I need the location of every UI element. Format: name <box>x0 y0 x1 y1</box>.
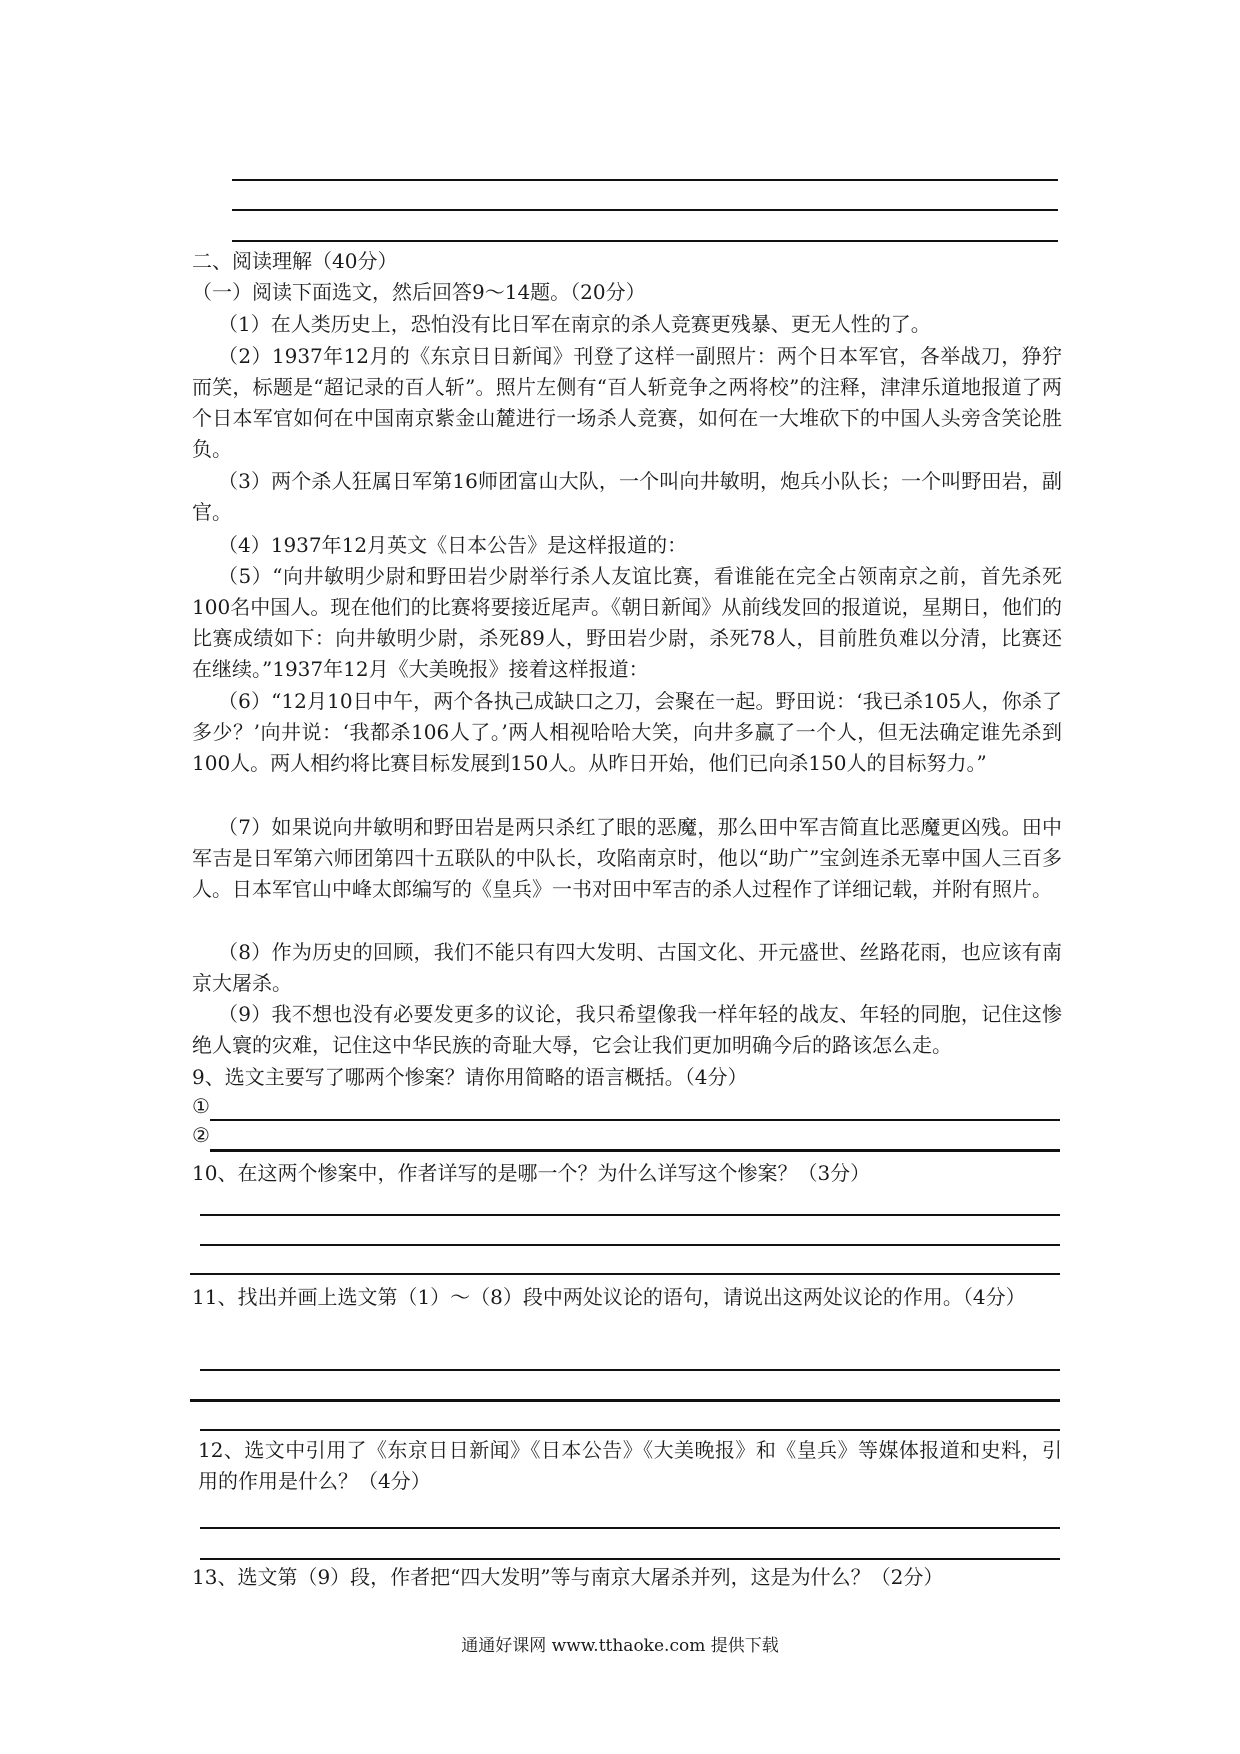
footer: 通通好课网 www.tthaoke.com 提供下载 <box>461 1636 779 1656</box>
paragraph-1: （1）在人类历史上，恐怕没有比日军在南京的杀人竞赛更残暴、更无人性的了。 <box>218 312 931 336</box>
answer-marker-1: ① <box>192 1094 210 1118</box>
answer-line[interactable] <box>200 1369 1060 1371</box>
answer-line[interactable] <box>200 1558 1060 1560</box>
answer-line[interactable] <box>200 1244 1060 1246</box>
answer-line <box>232 179 1058 181</box>
answer-line[interactable] <box>200 1214 1060 1216</box>
paragraph-6: （6）“12月10日中午，两个各执己成缺口之刀，会聚在一起。野田说：‘我已杀105人，你杀了多少？’向井说：‘我都杀106人了。’两人相视哈哈大笑，向井多赢了一个人，但无法确定谁先杀到100人。两人相约将比赛目标发展到150人。从昨日开始，他们已向杀150人的目标努力。” <box>192 689 1062 775</box>
question-13: 13、选文第（9）段，作者把“四大发明”等与南京大屠杀并列，这是为什么？（2分） <box>192 1565 944 1589</box>
paragraph-3: （3）两个杀人狂属日军第16师团富山大队，一个叫向井敏明，炮兵小队长；一个叫野田岩，副官。 <box>192 469 1062 524</box>
answer-line <box>232 209 1058 211</box>
paragraph-5: （5）“向井敏明少尉和野田岩少尉举行杀人友谊比赛，看谁能在完全占领南京之前，首先杀死100名中国人。现在他们的比赛将要接近尾声。《朝日新闻》从前线发回的报道说，星期日，他们的比赛成绩如下：向井敏明少尉，杀死89人，野田岩少尉，杀死78人，目前胜负难以分清，比赛还在继续。”1937年12月《大美晚报》接着这样报道： <box>192 564 1062 681</box>
answer-line[interactable] <box>210 1119 1060 1121</box>
question-11: 11、找出并画上选文第（1）～（8）段中两处议论的语句，请说出这两处议论的作用。（4分） <box>192 1285 1026 1309</box>
answer-line[interactable] <box>200 1527 1060 1529</box>
paragraph-2: （2）1937年12月的《东京日日新闻》刊登了这样一副照片：两个日本军官，各举战刀，狰狞而笑，标题是“超记录的百人斩”。照片左侧有“百人斩竞争之两将校”的注释，津津乐道地报道了两个日本军官如何在中国南京紫金山麓进行一场杀人竞赛，如何在一大堆砍下的中国人头旁含笑论胜负。 <box>192 344 1062 461</box>
paragraph-9: （9）我不想也没有必要发更多的议论，我只希望像我一样年轻的战友、年轻的同胞，记住这惨绝人寰的灾难，记住这中华民族的奇耻大辱，它会让我们更加明确今后的路该怎么走。 <box>192 1002 1062 1057</box>
sub-title: （一）阅读下面选文，然后回答9～14题。（20分） <box>192 280 646 304</box>
answer-line[interactable] <box>210 1149 1060 1152</box>
paragraph-7: （7）如果说向井敏明和野田岩是两只杀红了眼的恶魔，那么田中军吉简直比恶魔更凶残。田中军吉是日军第六师团第四十五联队的中队长，攻陷南京时，他以“助广”宝剑连杀无辜中国人三百多人。日本军官山中峰太郎编写的《皇兵》一书对田中军吉的杀人过程作了详细记载，并附有照片。 <box>192 815 1062 901</box>
answer-line <box>232 240 1058 242</box>
answer-line[interactable] <box>190 1399 1060 1402</box>
answer-line[interactable] <box>200 1429 1060 1431</box>
question-9: 9、选文主要写了哪两个惨案？请你用简略的语言概括。（4分） <box>192 1065 748 1089</box>
paragraph-8: （8）作为历史的回顾，我们不能只有四大发明、古国文化、开元盛世、丝路花雨，也应该有南京大屠杀。 <box>192 940 1062 995</box>
paragraph-4: （4）1937年12月英文《日本公告》是这样报道的： <box>218 533 688 557</box>
question-12: 12、选文中引用了《东京日日新闻》《日本公告》《大美晚报》和《皇兵》等媒体报道和史料，引用的作用是什么？（4分） <box>198 1438 1062 1493</box>
section-title: 二、阅读理解（40分） <box>192 249 398 273</box>
answer-line[interactable] <box>190 1273 1060 1275</box>
answer-marker-2: ② <box>192 1123 210 1147</box>
question-10: 10、在这两个惨案中，作者详写的是哪一个？为什么详写这个惨案？（3分） <box>192 1161 871 1185</box>
